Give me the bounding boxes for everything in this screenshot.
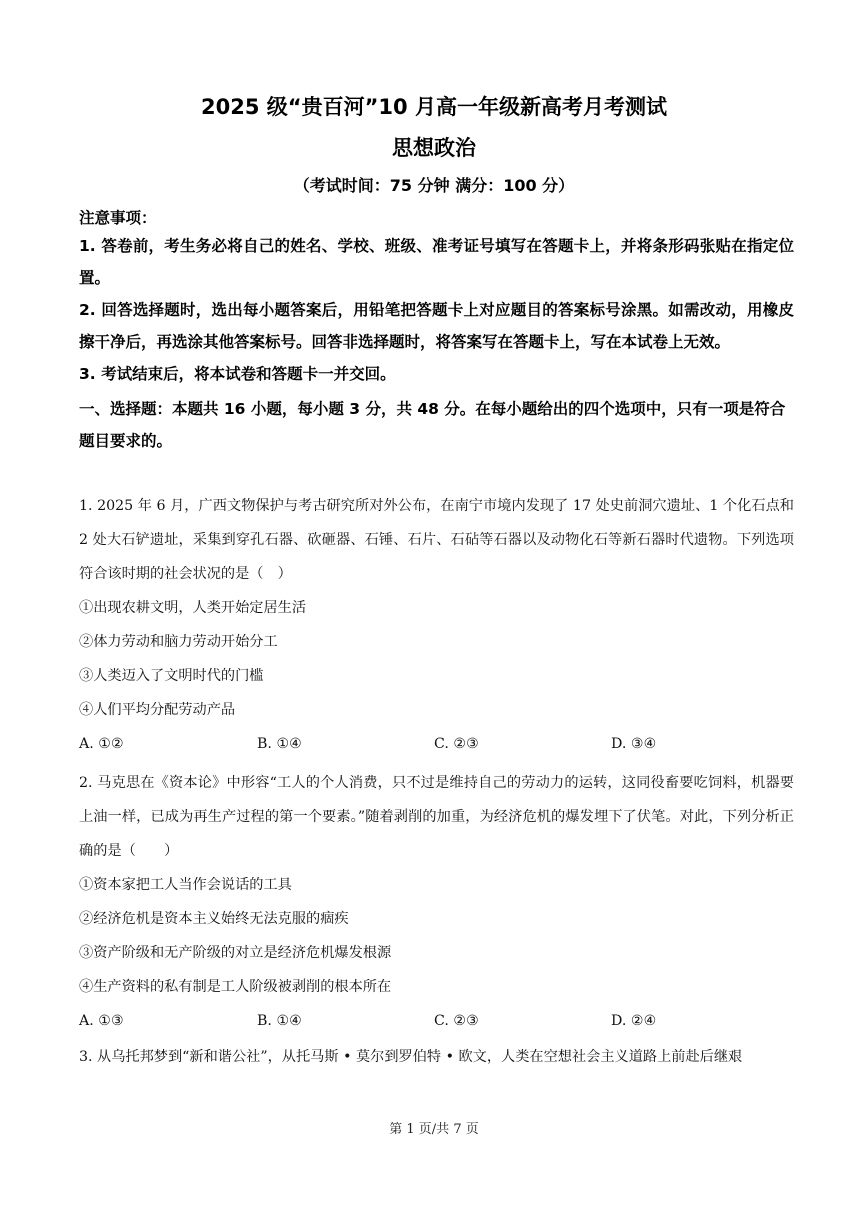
statement: ②经济危机是资本主义始终无法克服的痼疾: [79, 911, 349, 927]
statement: ②体力劳动和脑力劳动开始分工: [79, 634, 278, 650]
notice-item: 3. 考试结束后，将本试卷和答题卡一并交回。: [79, 365, 396, 383]
choice-d: D. ③④: [611, 736, 657, 752]
statement: ④生产资料的私有制是工人阶级被剥削的根本所在: [79, 979, 392, 995]
answer-choices: [79, 727, 794, 761]
choice-b: B. ①④: [257, 736, 302, 752]
page-number: 第 1 页/共 7 页: [389, 1122, 479, 1137]
choice-d: D. ②④: [611, 1013, 657, 1029]
statement: ①出现农耕文明，人类开始定居生活: [79, 600, 307, 616]
statement: ③资产阶级和无产阶级的对立是经济危机爆发根源: [79, 945, 392, 961]
statement: ④人们平均分配劳动产品: [79, 702, 236, 718]
notice-item: 2. 回答选择题时，选出每小题答案后，用铅笔把答题卡上对应题目的答案标号涂黑。如需改动，用橡皮擦干净后，再选涂其他答案标号。回答非选择题时，将答案写在答题卡上，写在本试卷上无效。: [79, 301, 794, 351]
notice-heading: 注意事项：: [79, 209, 157, 227]
choice-c: C. ②③: [434, 1013, 479, 1029]
question-stem: 1. 2025 年 6 月，广西文物保护与考古研究所对外公布，在南宁市境内发现了 17 处史前洞穴遗址、1 个化石点和 2 处大石铲遗址，采集到穿孔石器、砍砸器、石锤、石片、石砧等石器以及动物化石等新石器时代遗物。下列选项符合该时期的社会状况的是（ ）: [79, 498, 794, 582]
exam-info: （考试时间：75 分钟 满分：100 分）: [293, 176, 575, 195]
choice-c: C. ②③: [434, 736, 479, 752]
statement: ①资本家把工人当作会说话的工具: [79, 877, 292, 893]
exam-title: 2025 级“贵百河”10 月高一年级新高考月考测试: [201, 95, 667, 119]
notice-item: 1. 答卷前，考生务必将自己的姓名、学校、班级、准考证号填写在答题卡上，并将条形码张贴在指定位置。: [79, 237, 794, 287]
section-heading: 一、选择题：本题共 16 小题，每小题 3 分，共 48 分。在每小题给出的四个选项中，只有一项是符合题目要求的。: [79, 400, 786, 450]
question-stem: 2. 马克思在《资本论》中形容“工人的个人消费，只不过是维持自己的劳动力的运转，这同役畜要吃饲料，机器要上油一样，已成为再生产过程的第一个要素。”随着剥削的加重，为经济危机的爆发埋下了伏笔。对此，下列分析正确的是（ ）: [79, 775, 794, 859]
choice-a: A. ①③: [79, 1013, 124, 1029]
statement: ③人类迈入了文明时代的门槛: [79, 668, 264, 684]
subject-title: 思想政治: [392, 136, 476, 160]
question-1: [79, 489, 794, 761]
question-stem: 3. 从乌托邦梦到“新和谐公社”，从托马斯 • 莫尔到罗伯特 • 欧文，人类在空想社会主义道路上前赴后继艰: [79, 1049, 743, 1065]
notice-list: [79, 230, 794, 390]
choice-a: A. ①②: [79, 736, 124, 752]
choice-b: B. ①④: [257, 1013, 302, 1029]
question-3: [79, 1040, 794, 1074]
question-2: [79, 766, 794, 1038]
answer-choices: [79, 1004, 794, 1038]
